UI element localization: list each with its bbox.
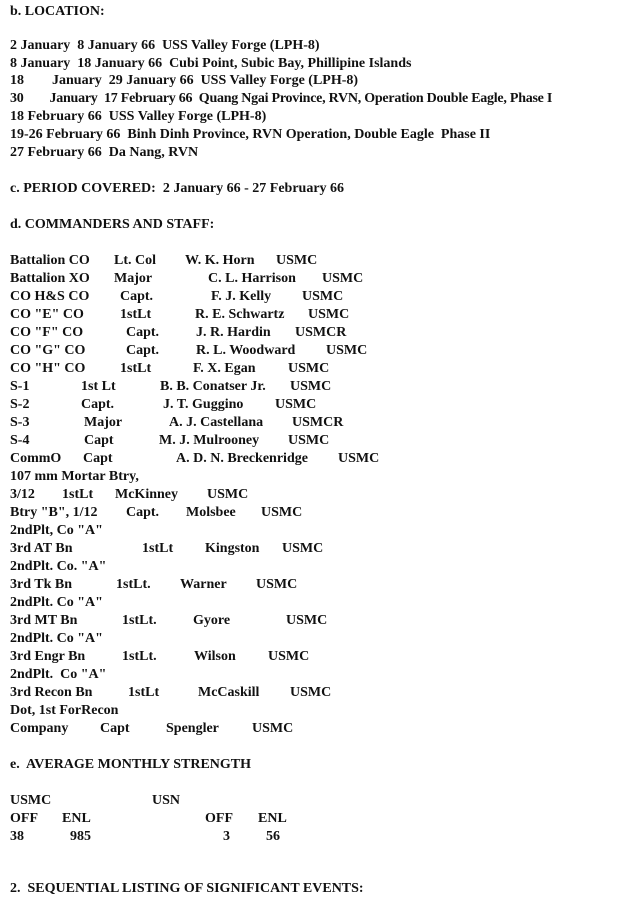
unit-cell: Btry "B", 1/12 xyxy=(10,505,98,520)
rank-cell: Capt xyxy=(100,721,130,736)
usmc-off-label: OFF xyxy=(10,811,38,826)
rank-cell: Capt xyxy=(83,451,113,466)
rank-cell: 1stLt xyxy=(142,541,174,556)
attachment-unit-header: 2ndPlt. Co "A" xyxy=(10,667,107,682)
service-cell: USMCR xyxy=(295,325,347,340)
unit-cell: CO "G" CO xyxy=(10,343,86,358)
name-cell: Kingston xyxy=(205,541,260,556)
unit-cell: S-3 xyxy=(10,415,30,430)
location-line-1: 2 January 8 January 66 USS Valley Forge (LPH-8) xyxy=(10,38,320,53)
name-cell: C. L. Harrison xyxy=(208,271,296,286)
attachment-unit-header: Dot, 1st ForRecon xyxy=(10,703,119,718)
service-cell: USMC xyxy=(275,397,317,412)
rank-cell: Lt. Col xyxy=(114,253,156,268)
rank-cell: Capt. xyxy=(120,289,154,304)
rank-cell: 1stLt xyxy=(120,307,152,322)
location-line-5: 18 February 66 USS Valley Forge (LPH-8) xyxy=(10,109,267,124)
service-cell: USMC xyxy=(286,613,328,628)
attachment-unit-header: 107 mm Mortar Btry, xyxy=(10,469,139,484)
rank-cell: Major xyxy=(84,415,123,430)
attachment-unit-header: 2ndPlt. Co "A" xyxy=(10,631,103,646)
strength-heading: e. AVERAGE MONTHLY STRENGTH xyxy=(10,757,252,772)
usmc-enl-label: ENL xyxy=(62,811,91,826)
unit-cell: 3/12 xyxy=(10,487,35,502)
unit-cell: CO "E" CO xyxy=(10,307,84,322)
name-cell: Warner xyxy=(180,577,227,592)
name-cell: McCaskill xyxy=(198,685,260,700)
rank-cell: 1stLt xyxy=(62,487,94,502)
name-cell: Molsbee xyxy=(186,505,236,520)
service-cell: USMC xyxy=(338,451,380,466)
location-line-2: 8 January 18 January 66 Cubi Point, Subic Bay, Phillipine Islands xyxy=(10,56,412,71)
service-cell: USMC xyxy=(288,361,330,376)
name-cell: R. L. Woodward xyxy=(196,343,296,358)
attachment-unit-header: 2ndPlt. Co "A" xyxy=(10,595,103,610)
service-cell: USMC xyxy=(326,343,368,358)
unit-cell: CO "F" CO xyxy=(10,325,84,340)
name-cell: Spengler xyxy=(166,721,219,736)
rank-cell: Major xyxy=(114,271,153,286)
service-cell: USMC xyxy=(302,289,344,304)
usmc-label: USMC xyxy=(10,793,52,808)
unit-cell: 3rd Tk Bn xyxy=(10,577,72,592)
rank-cell: Capt. xyxy=(126,343,160,358)
unit-cell: 3rd Engr Bn xyxy=(10,649,86,664)
location-line-4: 30 January 17 February 66 Quang Ngai Province, RVN, Operation Double Eagle, Phase I xyxy=(10,91,553,106)
unit-cell: S-1 xyxy=(10,379,30,394)
usn-enl-value: 56 xyxy=(266,829,280,844)
name-cell: Wilson xyxy=(194,649,236,664)
service-cell: USMC xyxy=(290,379,332,394)
unit-cell: CO "H" CO xyxy=(10,361,86,376)
rank-cell: 1stLt. xyxy=(122,613,157,628)
location-line-3: 18 January 29 January 66 USS Valley Forge (LPH-8) xyxy=(10,73,359,88)
service-cell: USMC xyxy=(290,685,332,700)
unit-cell: Company xyxy=(10,721,69,736)
service-cell: USMC xyxy=(322,271,364,286)
location-heading: b. LOCATION: xyxy=(10,4,105,19)
unit-cell: 3rd AT Bn xyxy=(10,541,73,556)
attachment-unit-header: 2ndPlt. Co. "A" xyxy=(10,559,107,574)
service-cell: USMC xyxy=(308,307,350,322)
service-cell: USMC xyxy=(207,487,249,502)
usn-off-label: OFF xyxy=(205,811,233,826)
name-cell: J. R. Hardin xyxy=(196,325,271,340)
service-cell: USMC xyxy=(256,577,298,592)
service-cell: USMC xyxy=(268,649,310,664)
name-cell: F. X. Egan xyxy=(193,361,256,376)
name-cell: A. J. Castellana xyxy=(169,415,264,430)
name-cell: B. B. Conatser Jr. xyxy=(160,379,266,394)
service-cell: USMC xyxy=(276,253,318,268)
service-cell: USMC xyxy=(252,721,294,736)
name-cell: Gyore xyxy=(193,613,231,628)
rank-cell: Capt. xyxy=(126,505,160,520)
unit-cell: S-2 xyxy=(10,397,30,412)
name-cell: McKinney xyxy=(115,487,178,502)
rank-cell: 1stLt xyxy=(128,685,160,700)
name-cell: F. J. Kelly xyxy=(211,289,272,304)
usn-off-value: 3 xyxy=(223,829,230,844)
rank-cell: 1st Lt xyxy=(81,379,116,394)
unit-cell: CO H&S CO xyxy=(10,289,90,304)
usmc-enl-value: 985 xyxy=(70,829,91,844)
name-cell: M. J. Mulrooney xyxy=(159,433,260,448)
name-cell: R. E. Schwartz xyxy=(195,307,285,322)
name-cell: A. D. N. Breckenridge xyxy=(176,451,308,466)
usn-label: USN xyxy=(152,793,181,808)
name-cell: W. K. Horn xyxy=(185,253,255,268)
rank-cell: Capt xyxy=(84,433,114,448)
rank-cell: 1stLt xyxy=(120,361,152,376)
name-cell: J. T. Guggino xyxy=(163,397,244,412)
period-covered: c. PERIOD COVERED: 2 January 66 - 27 February 66 xyxy=(10,181,345,196)
commanders-heading: d. COMMANDERS AND STAFF: xyxy=(10,217,215,232)
rank-cell: Capt. xyxy=(81,397,115,412)
unit-cell: Battalion CO xyxy=(10,253,90,268)
service-cell: USMC xyxy=(288,433,330,448)
attachment-unit-header: 2ndPlt, Co "A" xyxy=(10,523,103,538)
rank-cell: 1stLt. xyxy=(116,577,151,592)
unit-cell: CommO xyxy=(10,451,62,466)
events-heading: 2. SEQUENTIAL LISTING OF SIGNIFICANT EVENTS: xyxy=(10,881,364,896)
service-cell: USMC xyxy=(261,505,303,520)
unit-cell: 3rd MT Bn xyxy=(10,613,78,628)
usn-enl-label: ENL xyxy=(258,811,287,826)
usmc-off-value: 38 xyxy=(10,829,24,844)
unit-cell: Battalion XO xyxy=(10,271,90,286)
location-line-6: 19-26 February 66 Binh Dinh Province, RVN Operation, Double Eagle Phase II xyxy=(10,127,491,142)
location-line-7: 27 February 66 Da Nang, RVN xyxy=(10,145,199,160)
unit-cell: S-4 xyxy=(10,433,30,448)
service-cell: USMCR xyxy=(292,415,344,430)
unit-cell: 3rd Recon Bn xyxy=(10,685,93,700)
rank-cell: 1stLt. xyxy=(122,649,157,664)
service-cell: USMC xyxy=(282,541,324,556)
rank-cell: Capt. xyxy=(126,325,160,340)
